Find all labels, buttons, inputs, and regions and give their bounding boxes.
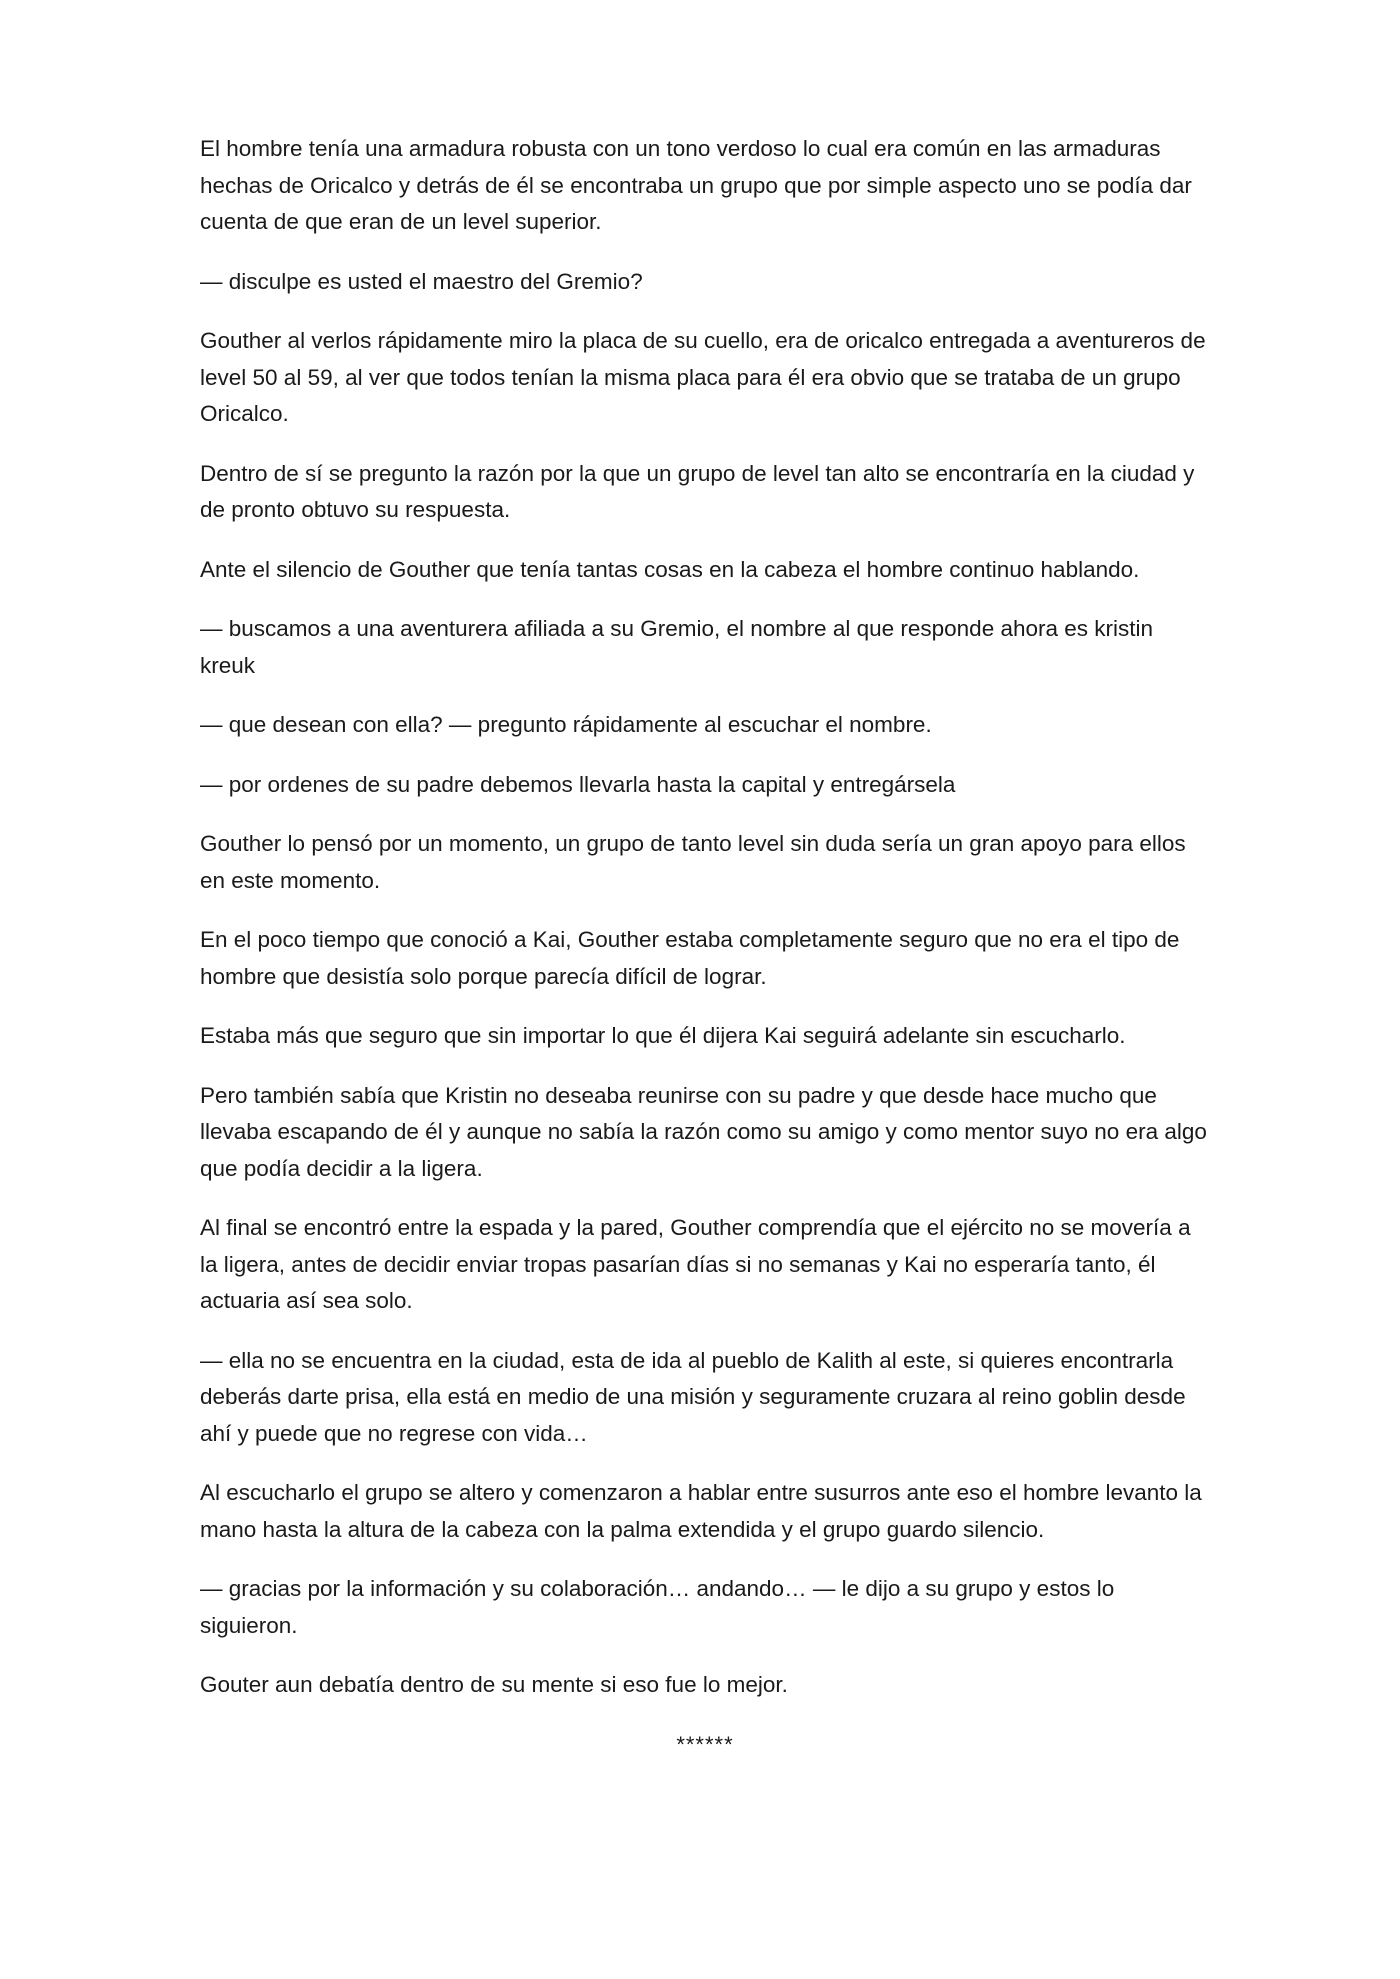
paragraph-9: Gouther lo pensó por un momento, un grupo de tanto level sin duda sería un gran apoyo para ellos en este momento. (200, 831, 1186, 893)
paragraph-1: El hombre tenía una armadura robusta con un tono verdoso lo cual era común en las armaduras hechas de Oricalco y detrás de él se encontraba un grupo que por simple aspecto uno se podía dar cuenta de que eran de un level superior. (200, 136, 1192, 234)
paragraph-5: Ante el silencio de Gouther que tenía tantas cosas en la cabeza el hombre continuo hablando. (200, 556, 1140, 582)
paragraph-4: Dentro de sí se pregunto la razón por la que un grupo de level tan alto se encontraría en la ciudad y de pronto obtuvo su respuesta. (200, 460, 1195, 522)
paragraph-14: — ella no se encuentra en la ciudad, esta de ida al pueblo de Kalith al este, si quieres encontrarla deberás darte prisa, ella está en medio de una misión y seguramente cruzara al reino goblin desde ahí y puede que no regrese con vida… (200, 1347, 1186, 1446)
paragraph-7: — que desean con ella? — pregunto rápidamente al escuchar el nombre. (200, 712, 932, 737)
paragraph-16: — gracias por la información y su colaboración… andando… — le dijo a su grupo y estos lo siguieron. (200, 1576, 1115, 1638)
paragraph-13: Al final se encontró entre la espada y la pared, Gouther comprendía que el ejército no se movería a la ligera, antes de decidir enviar tropas pasarían días si no semanas y Kai no esperaría tanto, él actuaria así sea solo. (200, 1215, 1191, 1313)
paragraph-15: Al escucharlo el grupo se altero y comenzaron a hablar entre susurros ante eso el hombre levanto la mano hasta la altura de la cabeza con la palma extendida y el grupo guardo silencio. (200, 1480, 1202, 1542)
paragraph-10: En el poco tiempo que conoció a Kai, Gouther estaba completamente seguro que no era el tipo de hombre que desistía solo porque parecía difícil de lograr. (200, 927, 1180, 989)
paragraph-8: — por ordenes de su padre debemos llevarla hasta la capital y entregársela (200, 771, 956, 797)
paragraph-11: Estaba más que seguro que sin importar lo que él dijera Kai seguirá adelante sin escucharlo. (200, 1023, 1126, 1048)
paragraph-2: — disculpe es usted el maestro del Gremio? (200, 268, 643, 294)
scene-separator: ****** (676, 1731, 734, 1757)
document-body (200, 131, 1210, 1763)
paragraph-17: Gouter aun debatía dentro de su mente si eso fue lo mejor. (200, 1672, 788, 1697)
paragraph-6: — buscamos a una aventurera afiliada a su Gremio, el nombre al que responde ahora es kristin kreuk (200, 616, 1154, 678)
paragraph-3: Gouther al verlos rápidamente miro la placa de su cuello, era de oricalco entregada a aventureros de level 50 al 59, al ver que todos tenían la misma placa para él era obvio que se trataba de un grupo Oricalco. (200, 328, 1206, 426)
paragraph-12: Pero también sabía que Kristin no deseaba reunirse con su padre y que desde hace mucho que llevaba escapando de él y aunque no sabía la razón como su amigo y como mentor suyo no era algo que podía decidir a la ligera. (200, 1082, 1207, 1181)
